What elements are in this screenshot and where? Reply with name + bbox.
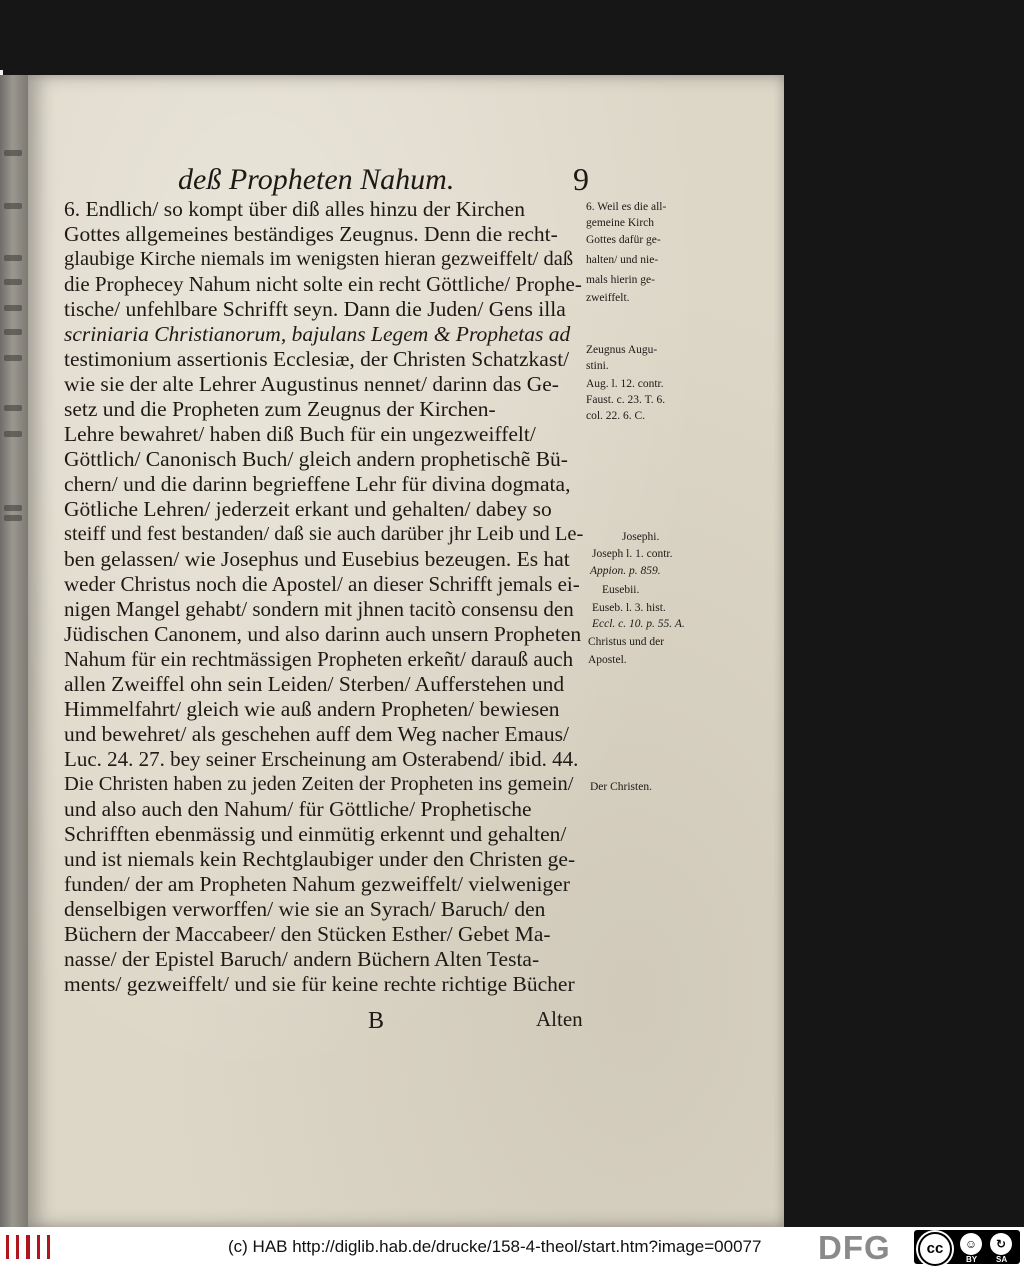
margin-note: Josephi.: [622, 531, 660, 543]
margin-note: Joseph l. 1. contr.: [592, 548, 673, 560]
copyright-link[interactable]: (c) HAB http://diglib.hab.de/drucke/158-4-theol/start.htm?image=00077: [228, 1237, 762, 1256]
text-line: Himmelfahrt/ gleich wie auß andern Propheten/ bewiesen: [64, 697, 560, 721]
share-alike-icon: ↻: [990, 1233, 1012, 1255]
margin-note: stini.: [586, 360, 609, 372]
footer-bar: [0, 1227, 1024, 1267]
text-line: und bewehret/ als geschehen auff dem Weg nacher Emaus/: [64, 722, 569, 746]
text-line: die Prophecey Nahum nicht solte ein recht Göttliche/ Prophe-: [64, 272, 582, 296]
text-line: steiff und fest bestanden/ daß sie auch darüber jhr Leib und Le-: [64, 523, 584, 545]
text-line: Gottes allgemeines beständiges Zeugnus. Denn die recht-: [64, 222, 558, 246]
cc-license-badge[interactable]: [914, 1230, 1020, 1264]
text-line: chern/ und die darinn begrieffene Lehr für divina dogmata,: [64, 472, 571, 496]
signature-mark: B: [368, 1008, 385, 1034]
text-line: testimonium assertionis Ecclesiæ, der Christen Schatzkast/: [64, 347, 570, 371]
person-icon: ☺: [960, 1233, 982, 1255]
text-line: funden/ der am Propheten Nahum gezweiffelt/ vielweniger: [64, 872, 570, 896]
text-line: Schrifften ebenmässig und einmütig erkennt und gehalten/: [64, 822, 567, 846]
text-line: glaubige Kirche niemals im wenigsten hieran gezweiffelt/ daß: [64, 248, 574, 270]
cc-by-label: BY: [966, 1255, 978, 1264]
text-line: Götliche Lehren/ jederzeit erkant und gehalten/ dabey so: [64, 497, 552, 521]
margin-note: Apostel.: [588, 654, 627, 666]
margin-note: Gottes dafür ge-: [586, 234, 661, 246]
text-line: weder Christus noch die Apostel/ an dieser Schrifft jemals ei-: [64, 572, 580, 596]
facing-page-edge: [0, 75, 28, 1227]
hab-logo-icon[interactable]: [6, 1235, 50, 1259]
margin-note: Eusebii.: [602, 584, 640, 596]
margin-note: Eccl. c. 10. p. 55. A.: [592, 618, 685, 630]
text-line: allen Zweiffel ohn sein Leiden/ Sterben/ Aufferstehen und: [64, 672, 565, 696]
text-line: tische/ unfehlbare Schrifft seyn. Dann die Juden/ Gens illa: [64, 297, 566, 321]
text-line: Büchern der Maccabeer/ den Stücken Esther/ Gebet Ma-: [64, 922, 551, 946]
text-line: und ist niemals kein Rechtglaubiger under den Christen ge-: [64, 847, 576, 871]
book-page: [28, 75, 784, 1227]
margin-note: Appion. p. 859.: [590, 565, 661, 577]
text-line: ben gelassen/ wie Josephus und Eusebius bezeugen. Es hat: [64, 547, 570, 571]
cc-logo-icon: cc: [918, 1232, 952, 1266]
text-line: Jüdischen Canonem, und also darinn auch unsern Propheten: [64, 622, 582, 646]
running-head: deß Propheten Nahum.: [178, 163, 455, 196]
margin-note: zweiffelt.: [586, 292, 630, 304]
text-line: Nahum für ein rechtmässigen Propheten erkeñt/ darauß auch: [64, 647, 574, 671]
text-line: setz und die Propheten zum Zeugnus der Kirchen-: [64, 397, 496, 421]
catchword: Alten: [536, 1007, 583, 1031]
margin-note: Der Christen.: [590, 781, 652, 793]
margin-note: Euseb. l. 3. hist.: [592, 602, 666, 614]
text-line: Lehre bewahret/ haben diß Buch für ein ungezweiffelt/: [64, 422, 536, 446]
text-line: ments/ gezweiffelt/ und sie für keine rechte richtige Bücher: [64, 972, 575, 996]
margin-note: mals hierin ge-: [586, 274, 655, 286]
margin-note: Aug. l. 12. contr.: [586, 378, 664, 390]
text-line: wie sie der alte Lehrer Augustinus nennet/ darinn das Ge-: [64, 372, 559, 396]
dfg-logo[interactable]: DFG: [818, 1229, 891, 1266]
cc-sa-label: SA: [996, 1255, 1008, 1264]
text-line: Die Christen haben zu jeden Zeiten der Propheten ins gemein/: [64, 773, 574, 795]
margin-note: col. 22. 6. C.: [586, 410, 646, 422]
text-line: und also auch den Nahum/ für Göttliche/ Prophetische: [64, 797, 532, 821]
text-line: denselbigen verworffen/ wie sie an Syrach/ Baruch/ den: [64, 897, 546, 921]
page-number: 9: [573, 161, 589, 197]
text-line: Luc. 24. 27. bey seiner Erscheinung am Osterabend/ ibid. 44.: [64, 747, 579, 771]
margin-note: Zeugnus Augu-: [586, 344, 658, 356]
margin-note: Christus und der: [588, 636, 665, 648]
text-line: nasse/ der Epistel Baruch/ andern Büchern Alten Testa-: [64, 947, 540, 971]
text-line: 6. Endlich/ so kompt über diß alles hinzu der Kirchen: [64, 197, 525, 221]
margin-note: Faust. c. 23. T. 6.: [586, 394, 666, 406]
margin-note: gemeine Kirch: [586, 217, 655, 229]
text-line: Göttlich/ Canonisch Buch/ gleich andern prophetischẽ Bü-: [64, 447, 568, 471]
text-line: scriniaria Christianorum, bajulans Legem & Prophetas ad: [64, 322, 571, 346]
text-line: nigen Mangel gehabt/ sondern mit jhnen tacitò consensu den: [64, 597, 574, 621]
margin-note: halten/ und nie-: [586, 254, 659, 266]
margin-note: 6. Weil es die all-: [586, 201, 667, 213]
